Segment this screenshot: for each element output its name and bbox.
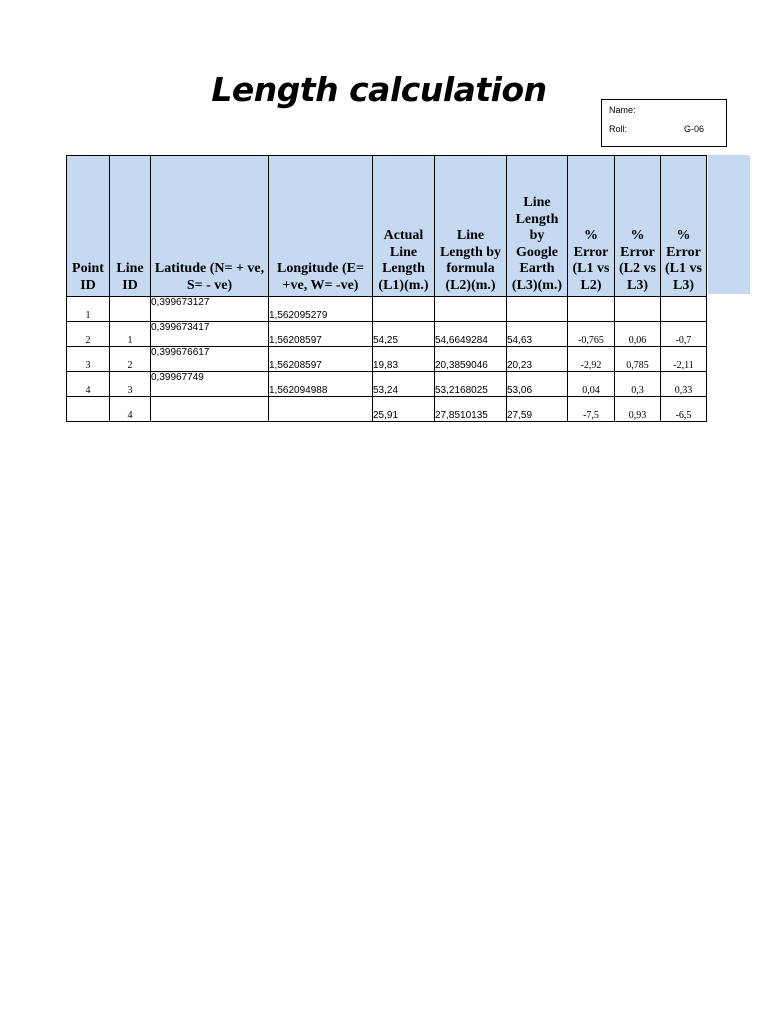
cell-latitude: 0,399673127 bbox=[151, 297, 269, 322]
cell-latitude: 0,399676617 bbox=[151, 347, 269, 372]
page-title: Length calculation bbox=[211, 70, 547, 109]
cell-error-l1-l3: -0,7 bbox=[661, 322, 707, 347]
column-header-point-id: Point ID bbox=[67, 156, 110, 297]
cell-actual-length: 25,91 bbox=[373, 397, 435, 422]
name-label: Name: bbox=[609, 105, 636, 115]
column-header-line-id: Line ID bbox=[110, 156, 151, 297]
cell-line-id: 1 bbox=[110, 322, 151, 347]
cell-error-l1-l2: -7,5 bbox=[568, 397, 615, 422]
cell-error-l1-l2: -0,765 bbox=[568, 322, 615, 347]
cell-longitude bbox=[269, 397, 373, 422]
cell-latitude bbox=[151, 397, 269, 422]
cell-point-id: 3 bbox=[67, 347, 110, 372]
cell-latitude: 0,399673417 bbox=[151, 322, 269, 347]
cell-google-earth-length: 53,06 bbox=[507, 372, 568, 397]
header-fill-extension bbox=[708, 155, 750, 294]
cell-error-l2-l3 bbox=[615, 297, 661, 322]
cell-longitude: 1,562094988 bbox=[269, 372, 373, 397]
table-row bbox=[67, 347, 707, 372]
cell-point-id bbox=[67, 397, 110, 422]
column-header-error-l1-l3: % Error (L1 vs L3) bbox=[661, 156, 707, 297]
column-header-actual-length: Actual Line Length (L1)(m.) bbox=[373, 156, 435, 297]
cell-actual-length: 19,83 bbox=[373, 347, 435, 372]
table-header bbox=[67, 156, 707, 297]
table-row bbox=[67, 397, 707, 422]
cell-actual-length: 53,24 bbox=[373, 372, 435, 397]
cell-formula-length: 27,8510135 bbox=[435, 397, 507, 422]
cell-error-l2-l3: 0,3 bbox=[615, 372, 661, 397]
column-header-latitude: Latitude (N= + ve, S= - ve) bbox=[151, 156, 269, 297]
cell-line-id: 3 bbox=[110, 372, 151, 397]
cell-point-id: 2 bbox=[67, 322, 110, 347]
cell-actual-length bbox=[373, 297, 435, 322]
column-header-formula-length: Line Length by formula (L2)(m.) bbox=[435, 156, 507, 297]
cell-google-earth-length: 54,63 bbox=[507, 322, 568, 347]
cell-formula-length: 54,6649284 bbox=[435, 322, 507, 347]
cell-google-earth-length bbox=[507, 297, 568, 322]
cell-error-l1-l2 bbox=[568, 297, 615, 322]
cell-error-l1-l3: -6,5 bbox=[661, 397, 707, 422]
roll-label: Roll: bbox=[609, 124, 628, 134]
cell-error-l1-l3: -2,11 bbox=[661, 347, 707, 372]
length-table bbox=[66, 155, 707, 422]
cell-error-l1-l2: 0,04 bbox=[568, 372, 615, 397]
roll-value: G-06 bbox=[684, 124, 705, 134]
cell-formula-length: 53,2168025 bbox=[435, 372, 507, 397]
cell-google-earth-length: 27,59 bbox=[507, 397, 568, 422]
cell-formula-length bbox=[435, 297, 507, 322]
cell-longitude: 1,56208597 bbox=[269, 347, 373, 372]
student-info-box bbox=[601, 99, 727, 147]
cell-line-id: 4 bbox=[110, 397, 151, 422]
column-header-longitude: Longitude (E= +ve, W= -ve) bbox=[269, 156, 373, 297]
cell-error-l1-l3 bbox=[661, 297, 707, 322]
table-row bbox=[67, 372, 707, 397]
cell-error-l1-l2: -2,92 bbox=[568, 347, 615, 372]
cell-longitude: 1,56208597 bbox=[269, 322, 373, 347]
cell-point-id: 4 bbox=[67, 372, 110, 397]
cell-actual-length: 54,25 bbox=[373, 322, 435, 347]
cell-google-earth-length: 20,23 bbox=[507, 347, 568, 372]
cell-longitude: 1,562095279 bbox=[269, 297, 373, 322]
column-header-google-earth-length: Line Length by Google Earth (L3)(m.) bbox=[507, 156, 568, 297]
cell-point-id: 1 bbox=[67, 297, 110, 322]
cell-error-l2-l3: 0,06 bbox=[615, 322, 661, 347]
header-row bbox=[67, 156, 707, 297]
cell-formula-length: 20,3859046 bbox=[435, 347, 507, 372]
cell-error-l2-l3: 0,785 bbox=[615, 347, 661, 372]
column-header-error-l1-l2: % Error (L1 vs L2) bbox=[568, 156, 615, 297]
table-row bbox=[67, 297, 707, 322]
cell-line-id bbox=[110, 297, 151, 322]
cell-line-id: 2 bbox=[110, 347, 151, 372]
cell-error-l2-l3: 0,93 bbox=[615, 397, 661, 422]
cell-error-l1-l3: 0,33 bbox=[661, 372, 707, 397]
table-body bbox=[67, 297, 707, 422]
column-header-error-l2-l3: % Error (L2 vs L3) bbox=[615, 156, 661, 297]
cell-latitude: 0,39967749 bbox=[151, 372, 269, 397]
table-row bbox=[67, 322, 707, 347]
